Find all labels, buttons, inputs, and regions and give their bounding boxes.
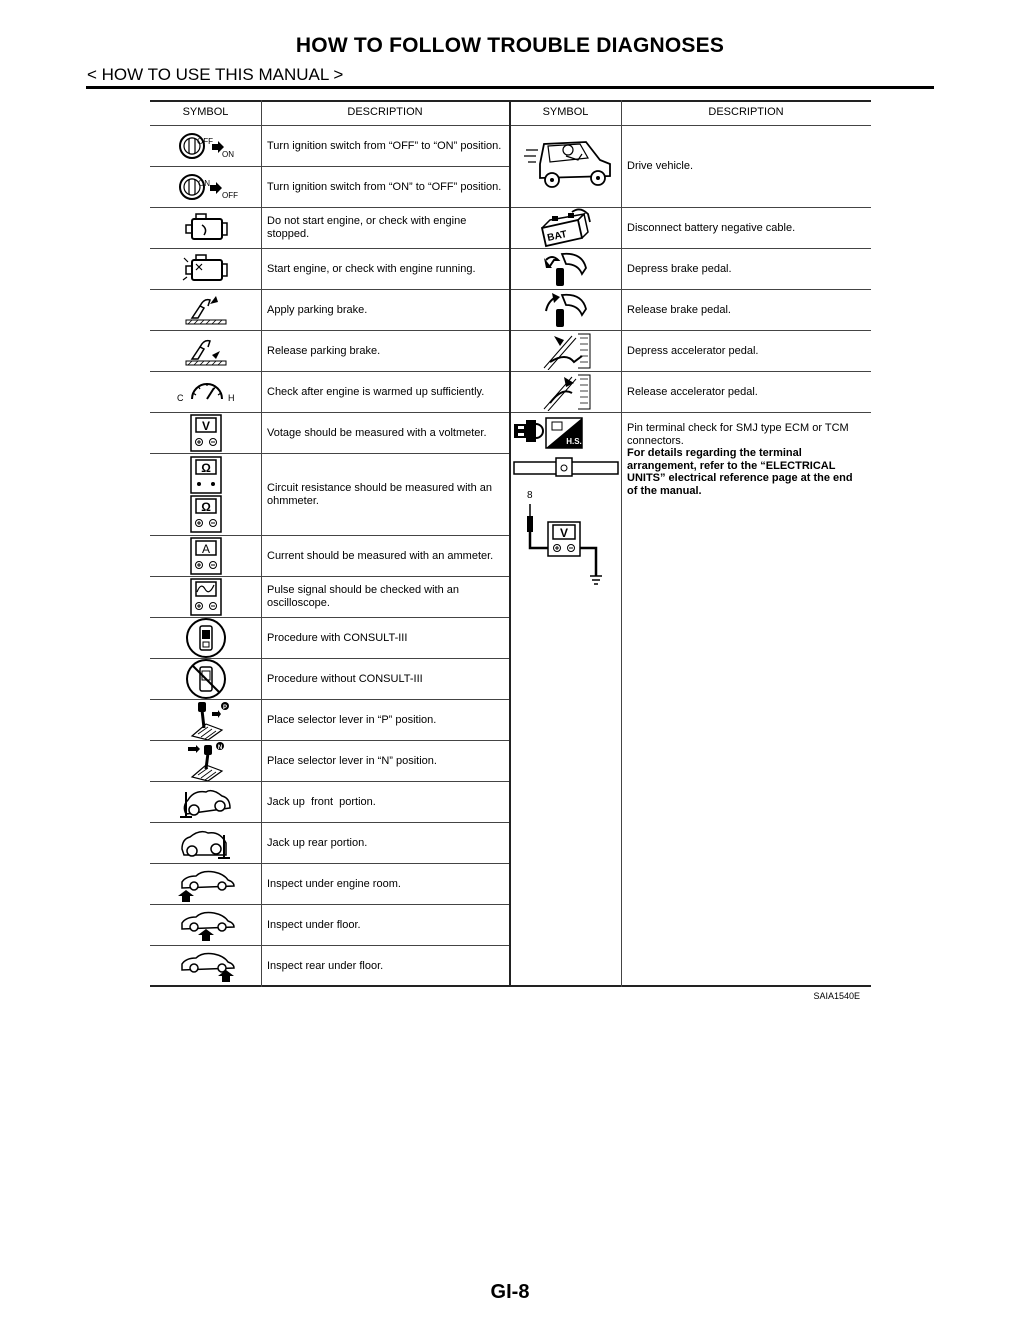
svg-text:N: N [217, 745, 223, 751]
svg-text:H.S.: H.S. [566, 437, 582, 446]
list-item: Release accelerator pedal. [627, 385, 758, 398]
no-consult-iii-icon [183, 659, 229, 699]
list-item: Depress brake pedal. [627, 262, 732, 275]
pin-check-description: Pin terminal check for SMJ type ECM or TCM connectors. For details regarding the terminal arrangement, refer to the “ELECTRICAL UNITS” electrical reference page at the end of the manual. [627, 422, 863, 497]
drive-vehicle-icon [522, 134, 618, 198]
ground-icon [580, 548, 602, 584]
header-description: DESCRIPTION [347, 106, 423, 118]
probe [527, 504, 548, 548]
svg-text:BAT: BAT [546, 229, 569, 244]
list-item: Depress accelerator pedal. [627, 344, 759, 357]
svg-text:A: A [201, 542, 211, 556]
list-item: Jack up rear portion. [267, 836, 368, 849]
svg-text:ON: ON [198, 179, 210, 188]
inspect-rear-floor-icon [176, 948, 238, 984]
header-description: DESCRIPTION [708, 106, 784, 118]
list-item: Start engine, or check with engine running. [267, 262, 476, 275]
list-item: Drive vehicle. [627, 160, 694, 172]
list-item: Votage should be measured with a voltmeter. [267, 426, 487, 439]
apply-parking-brake-icon [182, 292, 230, 328]
header-symbol: SYMBOL [182, 106, 229, 118]
ignition-on-to-off-icon [178, 171, 240, 205]
list-item: Release brake pedal. [627, 303, 731, 316]
list-item: Turn ignition switch from “OFF” to “ON” position. [267, 139, 502, 152]
list-item: Inspect under engine room. [267, 877, 401, 890]
symbol-table [150, 100, 871, 987]
ignition-off-to-on-icon [178, 130, 238, 164]
section-subtitle: < HOW TO USE THIS MANUAL > [87, 65, 344, 84]
svg-text:ON: ON [222, 150, 234, 159]
column-divider [261, 100, 262, 987]
list-item: Place selector lever in “P” position. [267, 713, 437, 726]
inspect-floor-icon [176, 907, 236, 943]
release-accelerator-icon [542, 373, 592, 411]
list-item: Turn ignition switch from “ON” to “OFF” position. [267, 180, 502, 193]
connector-icon [514, 420, 543, 442]
center-divider [509, 100, 511, 987]
list-item: Circuit resistance should be measured with an ohmmeter. [267, 481, 493, 507]
engine-running-icon [182, 252, 230, 286]
list-item: Procedure without CONSULT-III [267, 672, 423, 685]
terminal-number: 8 [527, 490, 533, 501]
page-title: HOW TO FOLLOW TROUBLE DIAGNOSES [295, 34, 725, 57]
svg-text:C: C [177, 393, 184, 403]
jack-front-icon [178, 784, 234, 820]
ammeter-icon [190, 537, 224, 577]
list-item: Place selector lever in “N” position. [267, 754, 437, 767]
battery-icon [538, 208, 602, 248]
harness-side-icon [546, 418, 582, 448]
list-item: Do not start engine, or check with engine stopped. [267, 215, 467, 240]
list-item: Disconnect battery negative cable. [627, 221, 796, 234]
jack-rear-icon [178, 825, 234, 861]
list-item: Check after engine is warmed up sufficiently. [267, 385, 485, 398]
header-rule [86, 86, 934, 89]
oscilloscope-icon [190, 578, 224, 618]
release-parking-brake-icon [182, 333, 230, 369]
figure-reference: SAIA1540E [813, 991, 860, 1001]
ohmmeter-icon [190, 456, 224, 534]
voltmeter-icon [190, 414, 224, 454]
temperature-gauge-icon [174, 375, 240, 409]
svg-text:Ω: Ω [201, 500, 211, 514]
svg-text:V: V [201, 419, 211, 433]
svg-text:P: P [222, 705, 228, 711]
list-item: Procedure with CONSULT-III [267, 631, 408, 644]
svg-text:OFF: OFF [197, 137, 213, 146]
list-item: Pulse signal should be checked with an oscilloscope. [267, 584, 460, 609]
header-symbol: SYMBOL [542, 106, 589, 118]
terminal-block [514, 458, 618, 476]
voltmeter-icon [548, 522, 580, 556]
list-item: Release parking brake. [267, 344, 381, 357]
selector-lever-n-icon [186, 741, 234, 781]
list-item: Apply parking brake. [267, 303, 368, 316]
depress-brake-pedal-icon [542, 250, 590, 288]
svg-text:H: H [228, 393, 235, 403]
engine-stopped-icon [182, 211, 230, 245]
list-item: Current should be measured with an ammeter. [267, 549, 494, 562]
depress-accelerator-icon [542, 332, 592, 370]
list-item: Jack up front portion. [267, 795, 376, 808]
pin-terminal-check-diagram [512, 414, 620, 590]
list-item: Inspect under floor. [267, 918, 361, 931]
list-item: Inspect rear under floor. [267, 959, 384, 972]
svg-text:V: V [559, 526, 569, 540]
release-brake-pedal-icon [542, 291, 590, 329]
pin-check-note: For details regarding the terminal arrangement, refer to the “ELECTRICAL UNITS” electrical reference page at the end of the manual. [627, 447, 853, 497]
inspect-engine-room-icon [176, 866, 236, 902]
consult-iii-icon [183, 618, 229, 658]
page-number: GI-8 [490, 1281, 530, 1303]
selector-lever-p-icon [188, 700, 234, 740]
svg-text:Ω: Ω [201, 461, 211, 475]
column-divider [621, 100, 622, 987]
svg-text:OFF: OFF [222, 191, 238, 200]
